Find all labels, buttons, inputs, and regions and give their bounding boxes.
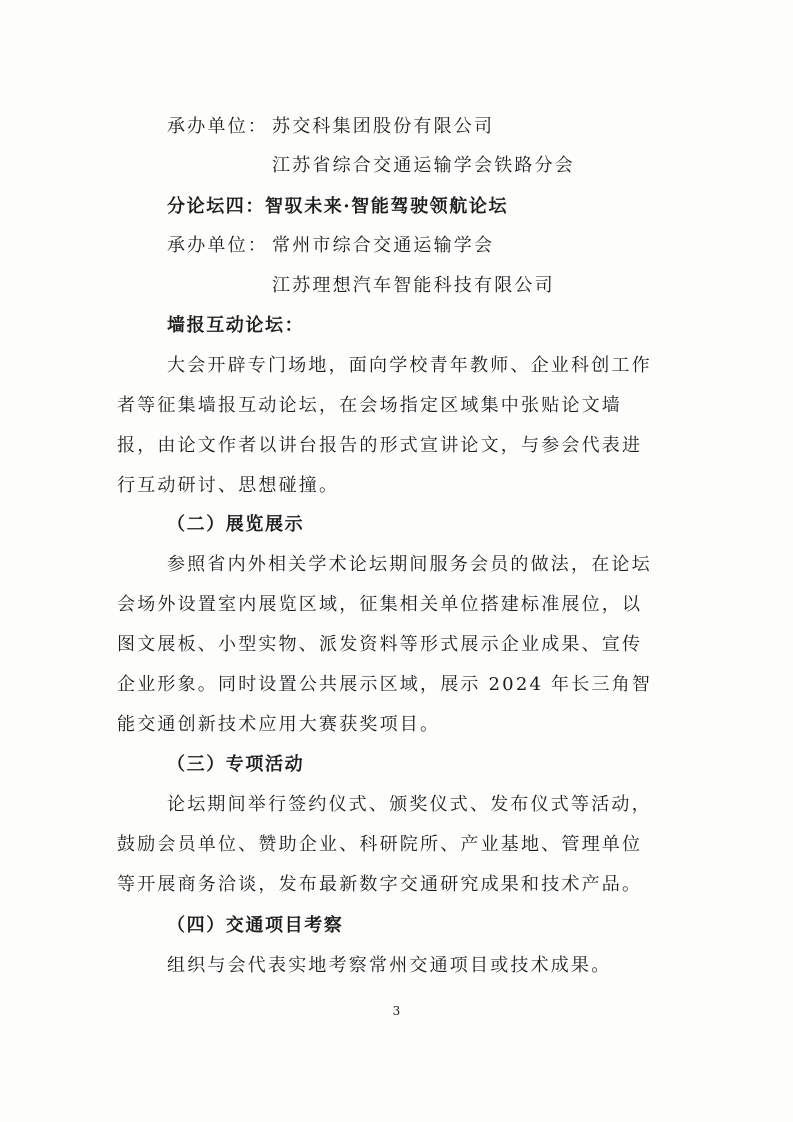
organizer-name: 苏交科集团股份有限公司 [272, 116, 495, 137]
paragraph-line: 者等征集墙报互动论坛，在会场指定区域集中张贴论文墙 [117, 395, 622, 416]
section-heading: （四）交通项目考察 [167, 915, 344, 936]
organizer-label: 承办单位： [167, 235, 268, 256]
paragraph-line: 能交通创新技术应用大赛获奖项目。 [117, 714, 441, 735]
paragraph-line: 等开展商务洽谈，发布最新数字交通研究成果和技术产品。 [117, 874, 643, 895]
paragraph-line: 图文展板、小型实物、派发资料等形式展示企业成果、宣传 [117, 634, 643, 655]
paragraph-line: 鼓励会员单位、赞助企业、科研院所、产业基地、管理单位 [117, 834, 643, 855]
paragraph-line: 报，由论文作者以讲台报告的形式宣讲论文，与参会代表进 [117, 435, 643, 456]
paragraph-line: 行互动研讨、思想碰撞。 [117, 475, 340, 496]
paragraph-line: 会场外设置室内展览区域，征集相关单位搭建标准展位，以 [117, 594, 643, 615]
organizer-name: 江苏省综合交通运输学会铁路分会 [272, 155, 575, 176]
paragraph-line: 组织与会代表实地考察常州交通项目或技术成果。 [167, 955, 612, 976]
organizer-label: 承办单位： [167, 116, 268, 137]
page-number: 3 [392, 1004, 401, 1018]
section-heading: （三）专项活动 [167, 754, 305, 775]
organizer-name: 常州市综合交通运输学会 [272, 235, 495, 256]
section-heading: （二）展览展示 [167, 514, 305, 535]
paragraph-line: 论坛期间举行签约仪式、颁奖仪式、发布仪式等活动， [167, 794, 652, 815]
forum-heading: 分论坛四：智驭未来·智能驾驶领航论坛 [167, 196, 509, 217]
paragraph-line: 参照省内外相关学术论坛期间服务会员的做法，在论坛 [167, 554, 652, 575]
paragraph-line: 大会开辟专门场地，面向学校青年教师、企业科创工作 [167, 355, 652, 376]
organizer-name: 江苏理想汽车智能科技有限公司 [272, 275, 555, 296]
section-heading: 墙报互动论坛： [167, 315, 305, 336]
paragraph-line: 企业形象。同时设置公共展示区域，展示 2024 年长三角智 [117, 674, 653, 695]
